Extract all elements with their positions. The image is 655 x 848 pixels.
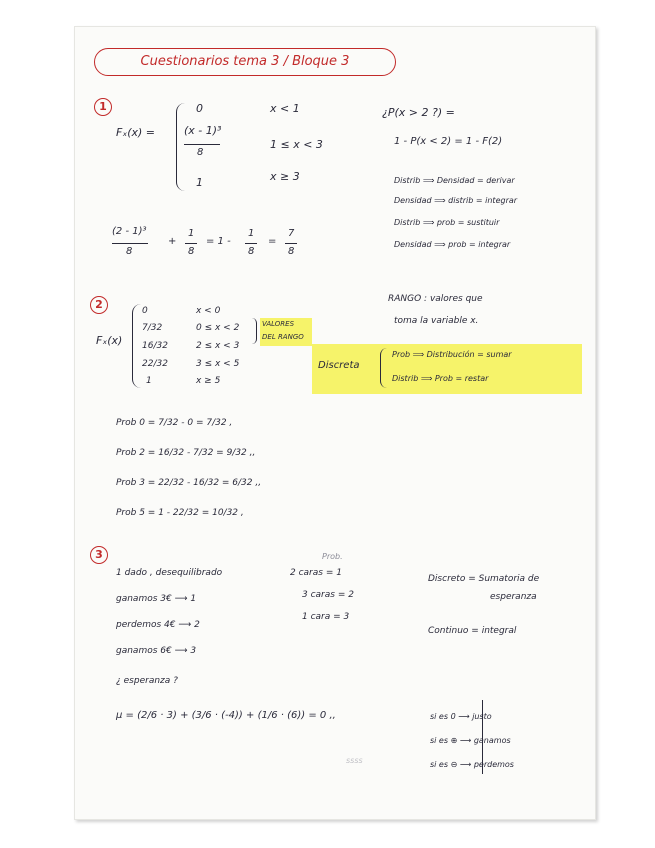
q1-calc-line-2 bbox=[185, 243, 197, 244]
q1-calc-equals-2: = bbox=[268, 236, 277, 247]
q1-calc-line-3 bbox=[245, 243, 257, 244]
q1-complement: 1 - P(x < 2) = 1 - F(2) bbox=[394, 136, 503, 147]
q2-valores-label-2: DEL RANGO bbox=[262, 333, 304, 341]
q2-value-4: 1 bbox=[146, 376, 152, 386]
q2-prob-line-0: Prob 0 = 7/32 - 0 = 7/32 , bbox=[116, 418, 233, 428]
q3-continuo: Continuo = integral bbox=[428, 626, 517, 636]
q1-rule-1: Distrib ⟹ Densidad = derivar bbox=[394, 176, 515, 185]
q1-case2-numerator: (x - 1)³ bbox=[184, 124, 222, 137]
q1-case1-value: 0 bbox=[196, 102, 203, 115]
q2-discreta-label: Discreta bbox=[318, 360, 360, 371]
page-title: Cuestionarios tema 3 / Bloque 3 bbox=[94, 48, 396, 76]
q2-value-2: 16/32 bbox=[142, 341, 168, 351]
q1-case3-value: 1 bbox=[196, 176, 203, 189]
q2-value-0: 0 bbox=[142, 306, 148, 316]
q1-calc-denominator: 8 bbox=[126, 246, 133, 257]
q3-case-2: si es ⊖ ⟶ perdemos bbox=[430, 760, 514, 769]
q2-condition-3: 3 ≤ x < 5 bbox=[196, 359, 240, 369]
q2-range-brace bbox=[252, 318, 257, 344]
q1-calc-num-2: 1 bbox=[188, 228, 195, 239]
q1-rule-3: Distrib ⟹ prob = sustituir bbox=[394, 218, 500, 227]
q2-condition-4: x ≥ 5 bbox=[196, 376, 221, 386]
q1-case2-condition: 1 ≤ x < 3 bbox=[270, 138, 323, 151]
q2-discreta-brace bbox=[380, 348, 387, 388]
q1-calc-plus: + bbox=[168, 236, 177, 247]
q1-calc-den-2: 8 bbox=[188, 246, 195, 257]
q3-outcome-1: perdemos 4€ ⟶ 2 bbox=[116, 620, 200, 630]
q3-case-1: si es ⊕ ⟶ ganamos bbox=[430, 736, 511, 745]
q1-case3-condition: x ≥ 3 bbox=[270, 170, 300, 183]
q1-fraction-line bbox=[184, 144, 220, 145]
q1-calc-equals-1: = 1 - bbox=[206, 236, 231, 247]
q1-case2-denominator: 8 bbox=[197, 147, 204, 158]
q1-calc-line-4 bbox=[285, 243, 297, 244]
q1-calc-numerator: (2 - 1)³ bbox=[112, 226, 147, 237]
q2-rango-line-2: toma la variable x. bbox=[394, 316, 479, 326]
q3-faint-marks: ssss bbox=[346, 756, 363, 765]
q3-outcome-2: ganamos 6€ ⟶ 3 bbox=[116, 646, 197, 656]
q1-case1-condition: x < 1 bbox=[270, 102, 300, 115]
q1-calc-line-1 bbox=[112, 243, 148, 244]
q2-condition-1: 0 ≤ x < 2 bbox=[196, 323, 240, 333]
q2-rango-line-1: RANGO : valores que bbox=[388, 294, 483, 304]
q2-discreta-rule-1: Prob ⟹ Distribución = sumar bbox=[392, 350, 512, 359]
q3-outcome-0: ganamos 3€ ⟶ 1 bbox=[116, 594, 197, 604]
q3-discreto-line-1: Discreto = Sumatoria de bbox=[428, 574, 540, 584]
q2-condition-0: x < 0 bbox=[196, 306, 221, 316]
q2-brace bbox=[132, 304, 141, 388]
q1-calc-num-3: 1 bbox=[248, 228, 255, 239]
q2-condition-2: 2 ≤ x < 3 bbox=[196, 341, 240, 351]
q2-value-3: 22/32 bbox=[142, 359, 168, 369]
q1-function-label: Fₓ(x) = bbox=[116, 126, 156, 139]
q2-prob-line-1: Prob 2 = 16/32 - 7/32 = 9/32 ,, bbox=[116, 448, 256, 458]
q3-caras-2: 1 cara = 3 bbox=[302, 612, 350, 622]
q2-prob-line-2: Prob 3 = 22/32 - 16/32 = 6/32 ,, bbox=[116, 478, 262, 488]
q3-prob-label: Prob. bbox=[322, 552, 343, 561]
q3-esperanza: ¿ esperanza ? bbox=[116, 676, 178, 686]
q1-calc-num-4: 7 bbox=[288, 228, 295, 239]
q2-valores-label-1: VALORES bbox=[262, 320, 295, 328]
q3-discreto-line-2: esperanza bbox=[490, 592, 537, 602]
q3-caras-0: 2 caras = 1 bbox=[290, 568, 342, 578]
q1-calc-den-3: 8 bbox=[248, 246, 255, 257]
q3-caras-1: 3 caras = 2 bbox=[302, 590, 354, 600]
q1-question: ¿P(x > 2 ?) = bbox=[382, 106, 455, 119]
q2-discreta-rule-2: Distrib ⟹ Prob = restar bbox=[392, 374, 489, 383]
q3-case-0: si es 0 ⟶ justo bbox=[430, 712, 492, 721]
q3-mu-formula: μ = (2/6 · 3) + (3/6 · (-4)) + (1/6 · (6)) = 0 ,, bbox=[116, 710, 336, 721]
q1-rule-2: Densidad ⟹ distrib = integrar bbox=[394, 196, 518, 205]
question-3-number: 3 bbox=[90, 546, 108, 564]
q1-brace bbox=[176, 103, 185, 191]
question-1-number: 1 bbox=[94, 98, 112, 116]
question-2-number: 2 bbox=[90, 296, 108, 314]
q1-calc-den-4: 8 bbox=[288, 246, 295, 257]
q2-value-1: 7/32 bbox=[142, 323, 163, 333]
q2-function-label: Fₓ(x) bbox=[96, 334, 123, 347]
q2-prob-line-3: Prob 5 = 1 - 22/32 = 10/32 , bbox=[116, 508, 244, 518]
q3-dado: 1 dado , desequilibrado bbox=[116, 568, 223, 578]
q1-rule-4: Densidad ⟹ prob = integrar bbox=[394, 240, 511, 249]
